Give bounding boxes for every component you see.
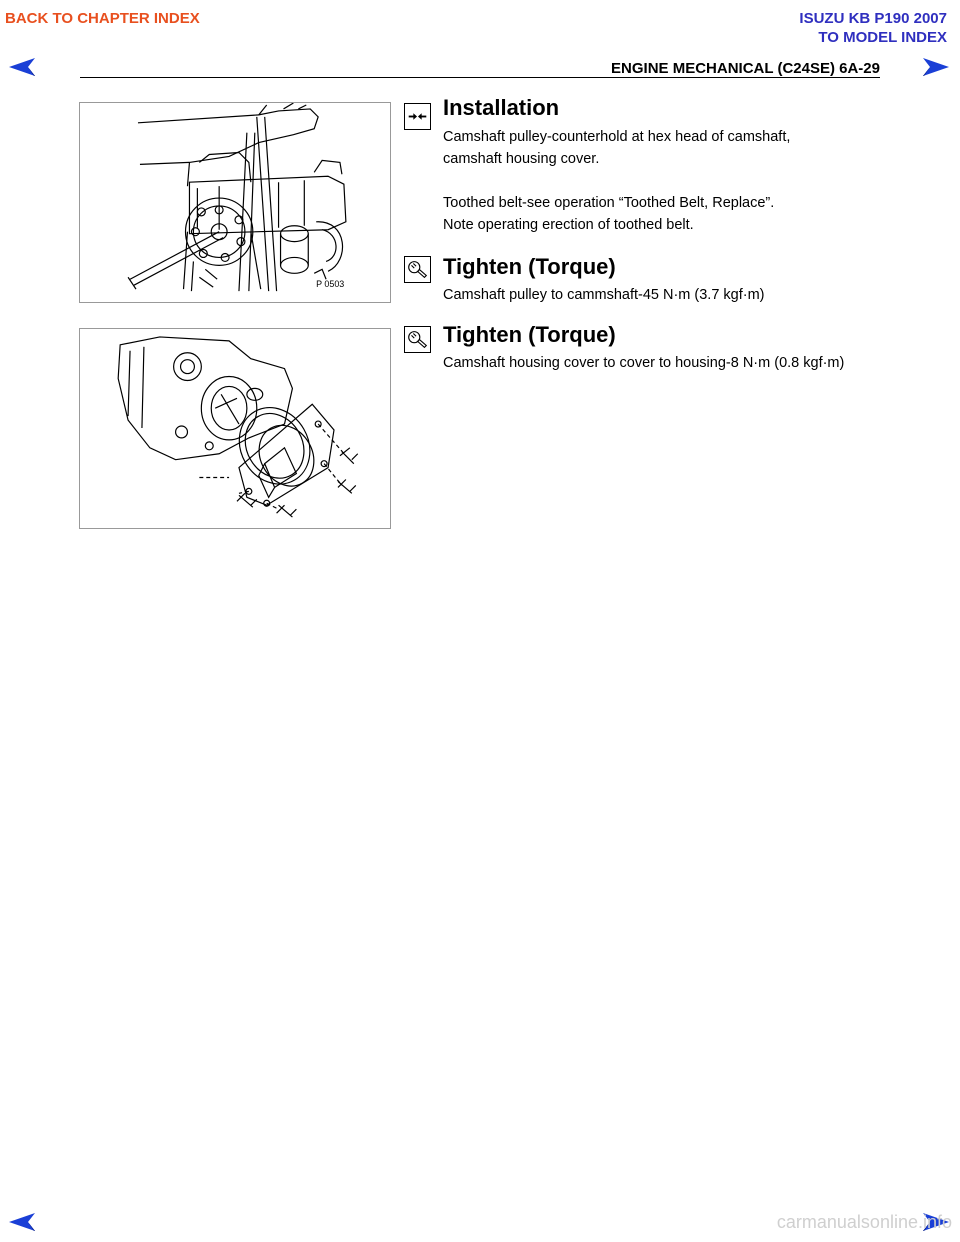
next-page-arrow-icon[interactable] — [922, 57, 950, 77]
installation-text-line: camshaft housing cover. — [443, 151, 600, 167]
site-watermark: carmanualsonline.info — [776, 1212, 952, 1232]
header-divider — [80, 77, 880, 78]
installation-arrows-icon — [404, 103, 431, 130]
torque-heading: Tighten (Torque) — [443, 254, 616, 279]
previous-page-arrow-icon[interactable] — [8, 1212, 36, 1232]
to-model-index-link[interactable]: TO MODEL INDEX — [818, 29, 947, 46]
camshaft-pulley-illustration — [79, 102, 391, 303]
installation-text-line: Note operating erection of toothed belt. — [443, 217, 694, 233]
torque-spec-text: Camshaft housing cover to cover to housing-8 N·m (0.8 kgf·m) — [443, 355, 845, 371]
page-header-title: ENGINE MECHANICAL (C24SE) 6A-29 — [611, 60, 880, 77]
torque-wrench-icon — [404, 256, 431, 283]
previous-page-arrow-icon[interactable] — [8, 57, 36, 77]
installation-text-line: Toothed belt-see operation “Toothed Belt, Replace”. — [443, 195, 775, 211]
camshaft-housing-cover-illustration — [79, 328, 391, 529]
model-title-link[interactable]: ISUZU KB P190 2007 — [799, 10, 947, 27]
torque-wrench-icon — [404, 326, 431, 353]
installation-heading: Installation — [443, 95, 560, 120]
figure-label: P 0503 — [316, 279, 345, 290]
back-to-chapter-index-link[interactable]: BACK TO CHAPTER INDEX — [5, 10, 200, 27]
torque-heading: Tighten (Torque) — [443, 322, 616, 347]
installation-text-line: Camshaft pulley-counterhold at hex head of camshaft, — [443, 129, 791, 145]
torque-spec-text: Camshaft pulley to cammshaft-45 N·m (3.7 kgf·m) — [443, 287, 765, 303]
